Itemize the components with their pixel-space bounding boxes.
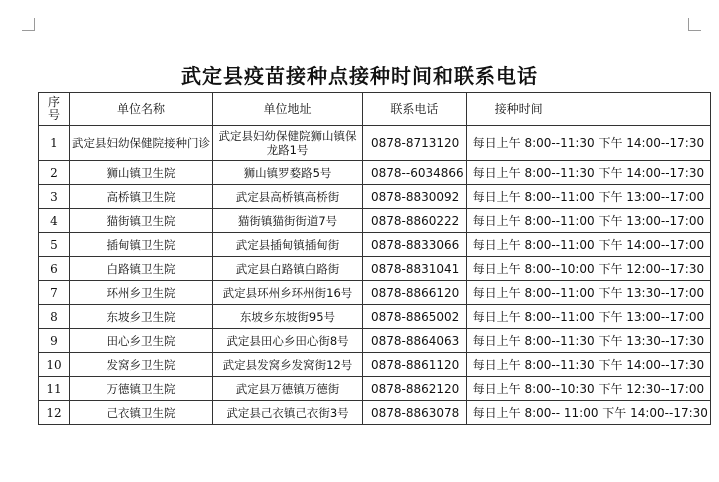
row-address: 东坡乡东坡街95号 — [213, 305, 363, 329]
table-row — [39, 401, 711, 425]
row-phone: 0878-8860222 — [363, 209, 467, 233]
row-time: 每日上午 8:00--11:30 下午 14:00--17:30 — [466, 126, 710, 161]
row-phone: 0878-8863078 — [363, 401, 467, 425]
table-row — [39, 281, 711, 305]
row-address: 武定县田心乡田心街8号 — [213, 329, 363, 353]
row-phone: 0878-8830092 — [363, 185, 467, 209]
row-name: 发窝乡卫生院 — [70, 353, 213, 377]
row-index: 12 — [39, 401, 70, 425]
table-row — [39, 377, 711, 401]
row-address: 猫街镇猫街街道7号 — [213, 209, 363, 233]
row-name: 万德镇卫生院 — [70, 377, 213, 401]
row-name: 田心乡卫生院 — [70, 329, 213, 353]
row-phone: 0878-8864063 — [363, 329, 467, 353]
table-row — [39, 353, 711, 377]
row-address: 武定县白路镇白路街 — [213, 257, 363, 281]
table-row — [39, 305, 711, 329]
row-phone: 0878--6034866 — [363, 161, 467, 185]
row-index: 1 — [39, 126, 70, 161]
row-phone: 0878-8861120 — [363, 353, 467, 377]
row-phone: 0878-8866120 — [363, 281, 467, 305]
row-time: 每日上午 8:00--11:30 下午 13:30--17:30 — [466, 329, 710, 353]
header-name: 单位名称 — [70, 93, 213, 126]
row-time: 每日上午 8:00--10:30 下午 12:30--17:00 — [466, 377, 710, 401]
row-index: 6 — [39, 257, 70, 281]
table-row — [39, 126, 711, 161]
row-address: 武定县万德镇万德街 — [213, 377, 363, 401]
row-phone: 0878-8831041 — [363, 257, 467, 281]
row-address: 武定县己衣镇己衣街3号 — [213, 401, 363, 425]
row-address: 武定县环州乡环州街16号 — [213, 281, 363, 305]
row-address: 狮山镇罗婺路5号 — [213, 161, 363, 185]
row-time: 每日上午 8:00--11:00 下午 14:00--17:00 — [466, 233, 710, 257]
row-name: 猫街镇卫生院 — [70, 209, 213, 233]
row-index: 2 — [39, 161, 70, 185]
row-name: 己衣镇卫生院 — [70, 401, 213, 425]
row-name: 高桥镇卫生院 — [70, 185, 213, 209]
row-name: 东坡乡卫生院 — [70, 305, 213, 329]
row-index: 4 — [39, 209, 70, 233]
row-address: 武定县高桥镇高桥街 — [213, 185, 363, 209]
row-index: 10 — [39, 353, 70, 377]
table-row — [39, 161, 711, 185]
row-index: 9 — [39, 329, 70, 353]
row-phone: 0878-8865002 — [363, 305, 467, 329]
row-name: 环州乡卫生院 — [70, 281, 213, 305]
table-row — [39, 329, 711, 353]
row-name: 插甸镇卫生院 — [70, 233, 213, 257]
row-name: 狮山镇卫生院 — [70, 161, 213, 185]
row-time: 每日上午 8:00-- 11:00 下午 14:00--17:30 — [466, 401, 710, 425]
row-index: 8 — [39, 305, 70, 329]
row-index: 3 — [39, 185, 70, 209]
header-time: 接种时间 — [466, 93, 710, 126]
row-index: 7 — [39, 281, 70, 305]
header-index: 序号 — [39, 93, 70, 126]
row-index: 11 — [39, 377, 70, 401]
row-time: 每日上午 8:00--11:00 下午 13:00--17:00 — [466, 209, 710, 233]
header-phone: 联系电话 — [363, 93, 467, 126]
row-phone: 0878-8833066 — [363, 233, 467, 257]
table-row — [39, 233, 711, 257]
row-phone: 0878-8713120 — [363, 126, 467, 161]
row-time: 每日上午 8:00--10:00 下午 12:00--17:30 — [466, 257, 710, 281]
row-name: 武定县妇幼保健院接种门诊 — [70, 126, 213, 161]
row-time: 每日上午 8:00--11:00 下午 13:30--17:00 — [466, 281, 710, 305]
page-corner-mark-right — [688, 18, 701, 31]
row-address: 武定县发窝乡发窝街12号 — [213, 353, 363, 377]
table-row — [39, 209, 711, 233]
table-header-row — [39, 93, 711, 126]
page-corner-mark-left — [22, 18, 35, 31]
row-name: 白路镇卫生院 — [70, 257, 213, 281]
row-time: 每日上午 8:00--11:30 下午 14:00--17:30 — [466, 161, 710, 185]
document-title: 武定县疫苗接种点接种时间和联系电话 — [181, 64, 538, 88]
row-time: 每日上午 8:00--11:30 下午 14:00--17:30 — [466, 353, 710, 377]
row-index: 5 — [39, 233, 70, 257]
row-phone: 0878-8862120 — [363, 377, 467, 401]
row-time: 每日上午 8:00--11:00 下午 13:00--17:00 — [466, 305, 710, 329]
row-address: 武定县妇幼保健院狮山镇保龙路1号 — [213, 126, 363, 161]
row-address: 武定县插甸镇插甸街 — [213, 233, 363, 257]
row-time: 每日上午 8:00--11:00 下午 13:00--17:00 — [466, 185, 710, 209]
table-row — [39, 185, 711, 209]
vaccination-schedule-table — [38, 92, 711, 425]
header-address: 单位地址 — [213, 93, 363, 126]
table-row — [39, 257, 711, 281]
